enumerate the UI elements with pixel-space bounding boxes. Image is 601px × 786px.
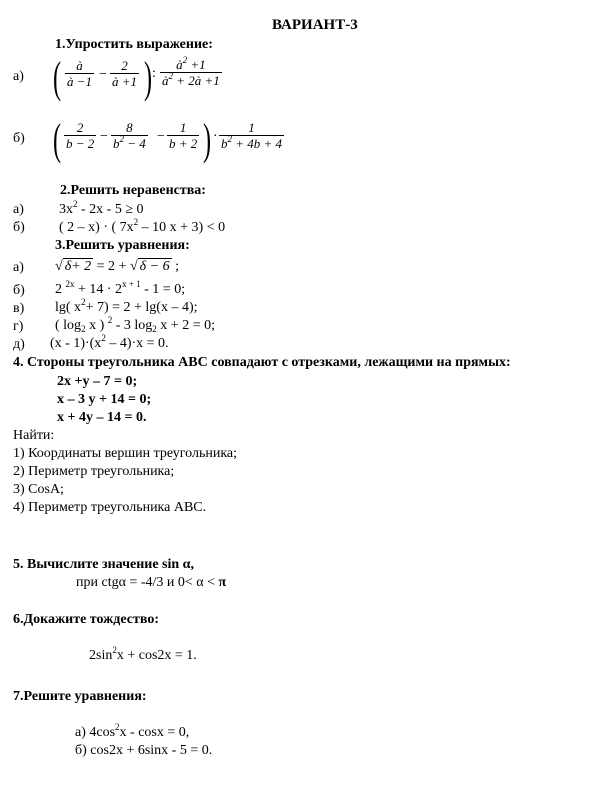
right-paren: ) xyxy=(203,115,212,164)
task2a-expression: $3x^2 - 2x - 5 \ge 0$ xyxy=(59,199,144,217)
fraction: à à −1 xyxy=(67,58,93,89)
fraction: 2 b − 2 xyxy=(66,120,95,151)
task3e-expression: $(x - 1)\cdot(x^2 - 4)\cdot x = 0$. xyxy=(50,333,169,351)
task3d-expression: ( $\log_2 x$ ) $^2$ - 3 $\log_2 x + 2 = 0$; xyxy=(55,315,215,334)
sqrt-sign: √ xyxy=(129,259,138,274)
right-paren: ) xyxy=(144,53,153,102)
fraction: 2 à +1 xyxy=(112,58,138,89)
task5-condition: при ctgα = -4/3 и 0< α < π xyxy=(76,575,227,590)
line-equation: 2x +y – 7 = 0; xyxy=(57,374,138,389)
left-paren: ( xyxy=(53,115,62,164)
fraction: $à^2 +1$ $à^2$ + 2à +1 xyxy=(162,55,220,88)
task7-heading: 7.Решите уравнения: xyxy=(13,689,147,704)
task3c-expression: lg( $x^2+ 7) = 2 + \lg(x - 4)$; xyxy=(55,297,198,315)
task2a-label: а) xyxy=(13,202,24,217)
minus-sign: − xyxy=(100,129,108,144)
task2b-expression: ( 2 – x) · ( $7x^2 - 10$ x + 3) < 0 xyxy=(59,217,226,235)
list-item: 2) Периметр треугольника; xyxy=(13,464,175,479)
task6-heading: 6.Докажите тождество: xyxy=(13,612,159,627)
task3d-label: г) xyxy=(13,319,24,334)
task7a-equation: а) $4\cos^2x - \cos x = 0$, xyxy=(75,722,190,740)
fraction: 1 b + 2 xyxy=(169,120,198,151)
task3b-label: б) xyxy=(13,283,25,298)
task3c-label: в) xyxy=(13,301,25,316)
task3b-expression: 2 $^{2x} + 14 \cdot 2^{x + 1} - 1 = 0$; xyxy=(55,279,186,297)
task1a-label: а) xyxy=(13,69,24,84)
task3a-expression: √ δ+ 2 = 2 + √ δ − 6 ; xyxy=(55,259,179,274)
left-paren: ( xyxy=(53,53,62,102)
task3e-label: д) xyxy=(13,337,25,352)
colon-sign: : xyxy=(152,66,156,81)
line-equation: x – 3 y + 14 = 0; xyxy=(57,392,152,407)
task4-heading: 4. Стороны треугольника АВС совпадают с отрезками, лежащими на прямых: xyxy=(13,355,511,370)
task3a-label: а) xyxy=(13,260,24,275)
list-item: 1) Координаты вершин треугольника; xyxy=(13,446,238,461)
task7b-equation: б) cos2x + 6sinx - 5 = 0. xyxy=(75,743,213,758)
list-item: 4) Периметр треугольника АВС. xyxy=(13,500,207,515)
task6-identity: $2\sin^2x + \cos 2x = 1$. xyxy=(89,645,197,663)
list-item: 3) CosA; xyxy=(13,482,64,497)
task1b-label: б) xyxy=(13,131,25,146)
task5-heading: 5. Вычислите значение sin α, xyxy=(13,557,194,572)
sqrt-sign: √ xyxy=(55,259,63,274)
page-title: ВАРИАНТ-3 xyxy=(272,17,358,33)
find-label: Найти: xyxy=(13,428,55,443)
task3-heading: 3.Решить уравнения: xyxy=(55,238,190,253)
task2-heading: 2.Решить неравенства: xyxy=(60,183,206,198)
fraction: 8 $b^2 - 4$ xyxy=(113,120,146,151)
minus-sign: − xyxy=(157,129,165,144)
task2b-label: б) xyxy=(13,220,25,235)
minus-sign: − xyxy=(99,67,107,82)
fraction: 1 $b^2 + 4b + 4$ xyxy=(221,120,283,151)
line-equation: x + 4y – 14 = 0. xyxy=(57,410,147,425)
dot-sign: · xyxy=(213,129,218,144)
task1-heading: 1.Упростить выражение: xyxy=(55,37,213,52)
